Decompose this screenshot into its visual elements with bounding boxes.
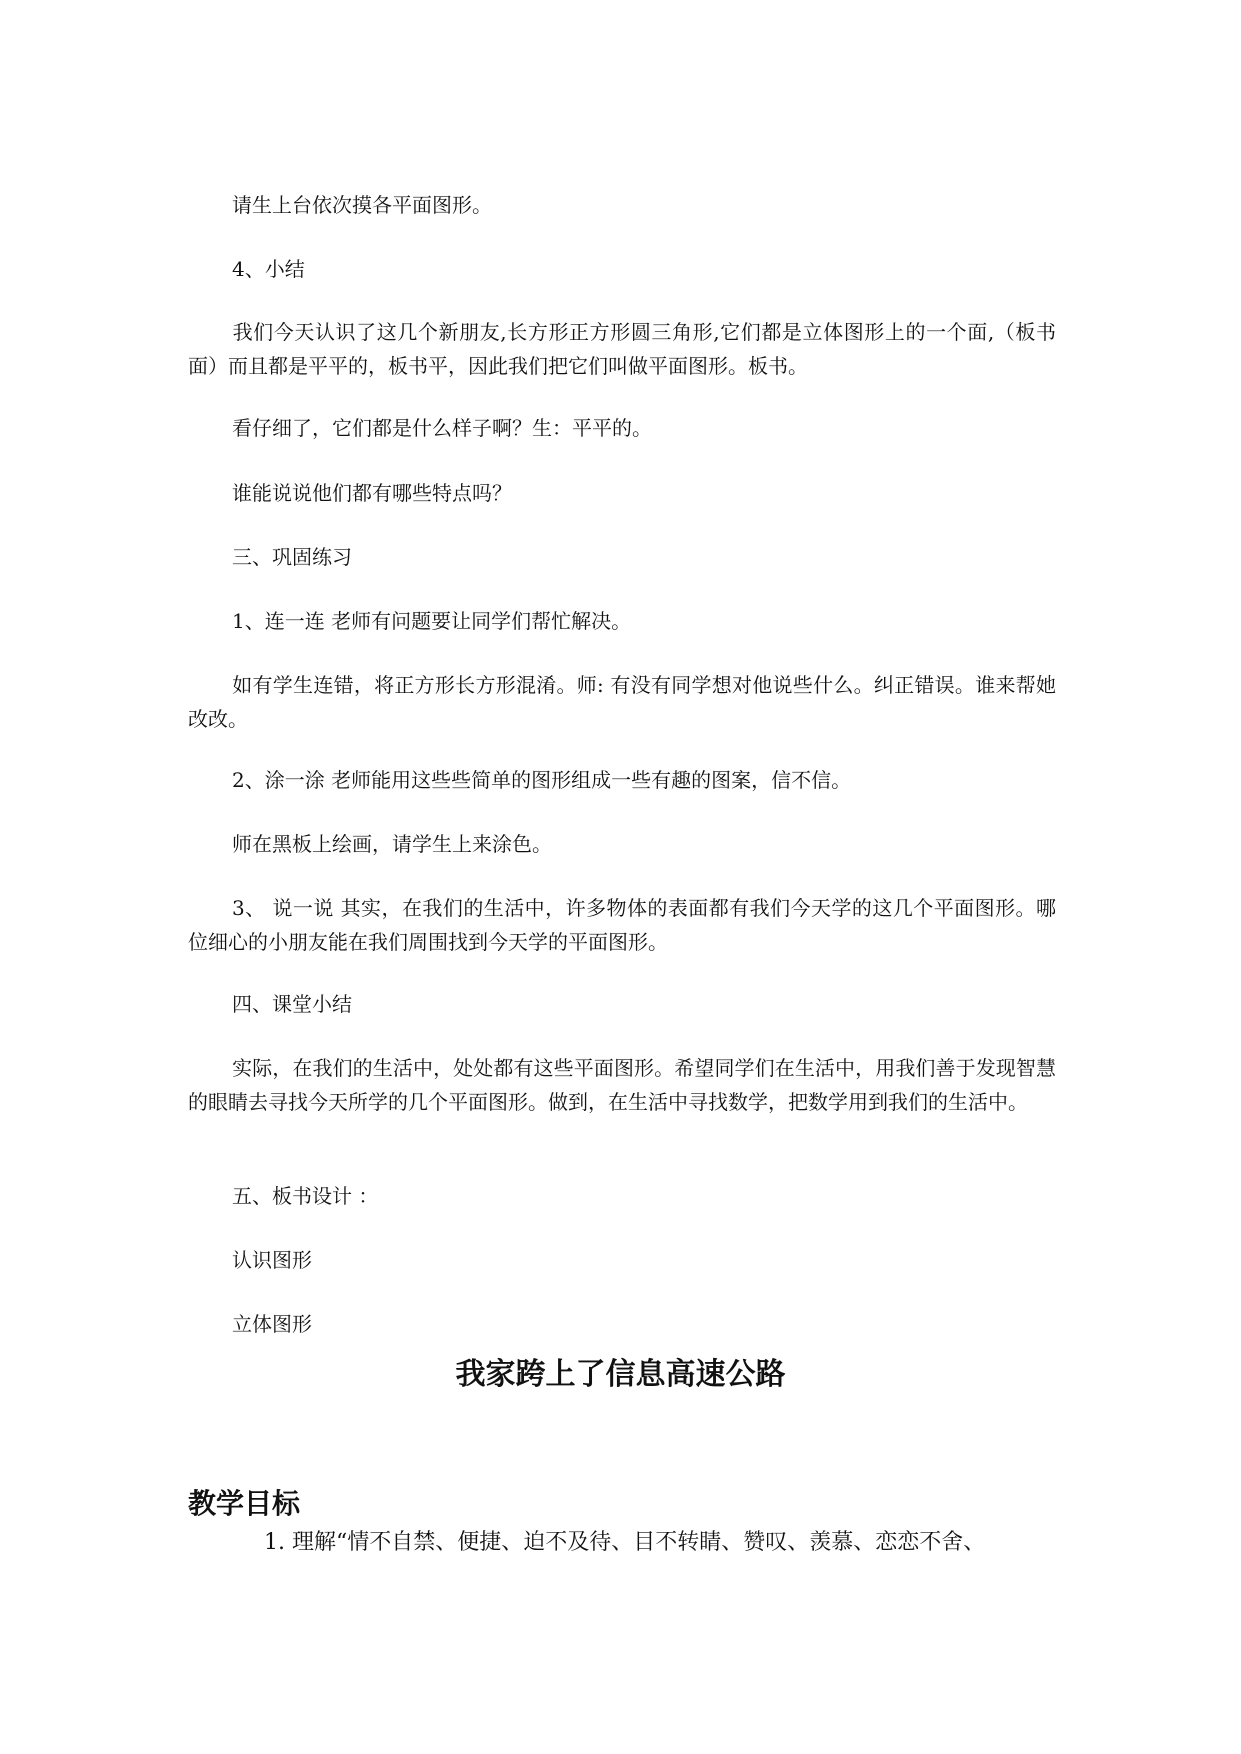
- paragraph-11: [188, 891, 1056, 959]
- paragraph-13: [188, 1051, 1056, 1119]
- paragraph-15: 认识图形: [232, 1248, 312, 1272]
- section-heading-objectives: 教学目标: [188, 1487, 301, 1520]
- paragraph-11-text: 3、 说一说 其实，在我们的生活中，许多物体的表面都有我们今天学的这几个平面图形。哪位细心的小朋友能在我们周围找到今天学的平面图形。: [188, 896, 1056, 954]
- paragraph-3: [188, 315, 1056, 383]
- paragraph-2: 4、小结: [232, 257, 305, 281]
- paragraph-5: 谁能说说他们都有哪些特点吗？: [232, 481, 512, 505]
- paragraph-13-text: 实际，在我们的生活中，处处都有这些平面图形。希望同学们在生活中，用我们善于发现智慧的眼睛去寻找今天所学的几个平面图形。做到，在生活中寻找数学，把数学用到我们的生活中。: [188, 1056, 1056, 1114]
- paragraph-4: 看仔细了，它们都是什么样子啊？生：平平的。: [232, 416, 652, 440]
- section-three-heading: 三、巩固练习: [232, 545, 352, 569]
- paragraph-16: 立体图形: [232, 1312, 312, 1336]
- paragraph-7: 1、连一连 老师有问题要让同学们帮忙解决。: [232, 609, 632, 633]
- paragraph-8: [188, 668, 1056, 736]
- paragraph-8-text: 如有学生连错，将正方形长方形混淆。师: 有没有同学想对他说些什么。纠正错误。谁来帮她改改。: [188, 673, 1056, 731]
- paragraph-1: 请生上台依次摸各平面图形。: [232, 193, 492, 217]
- paragraph-3-text: 我们今天认识了这几个新朋友,长方形正方形圆三角形,它们都是立体图形上的一个面,（板书面）而且都是平平的，板书平，因此我们把它们叫做平面图形。板书。: [188, 320, 1056, 378]
- paragraph-10: 师在黑板上绘画，请学生上来涂色。: [232, 832, 552, 856]
- section-four-heading: 四、课堂小结: [232, 992, 352, 1016]
- paragraph-9: 2、涂一涂 老师能用这些些简单的图形组成一些有趣的图案，信不信。: [232, 768, 852, 792]
- section-five-heading: 五、板书设计 ：: [232, 1184, 379, 1208]
- lesson-title: 我家跨上了信息高速公路: [455, 1357, 786, 1392]
- objective-list-item-1: 1. 理解“情不自禁、便捷、迫不及待、目不转睛、赞叹、羡慕、恋恋不舍、: [264, 1530, 986, 1555]
